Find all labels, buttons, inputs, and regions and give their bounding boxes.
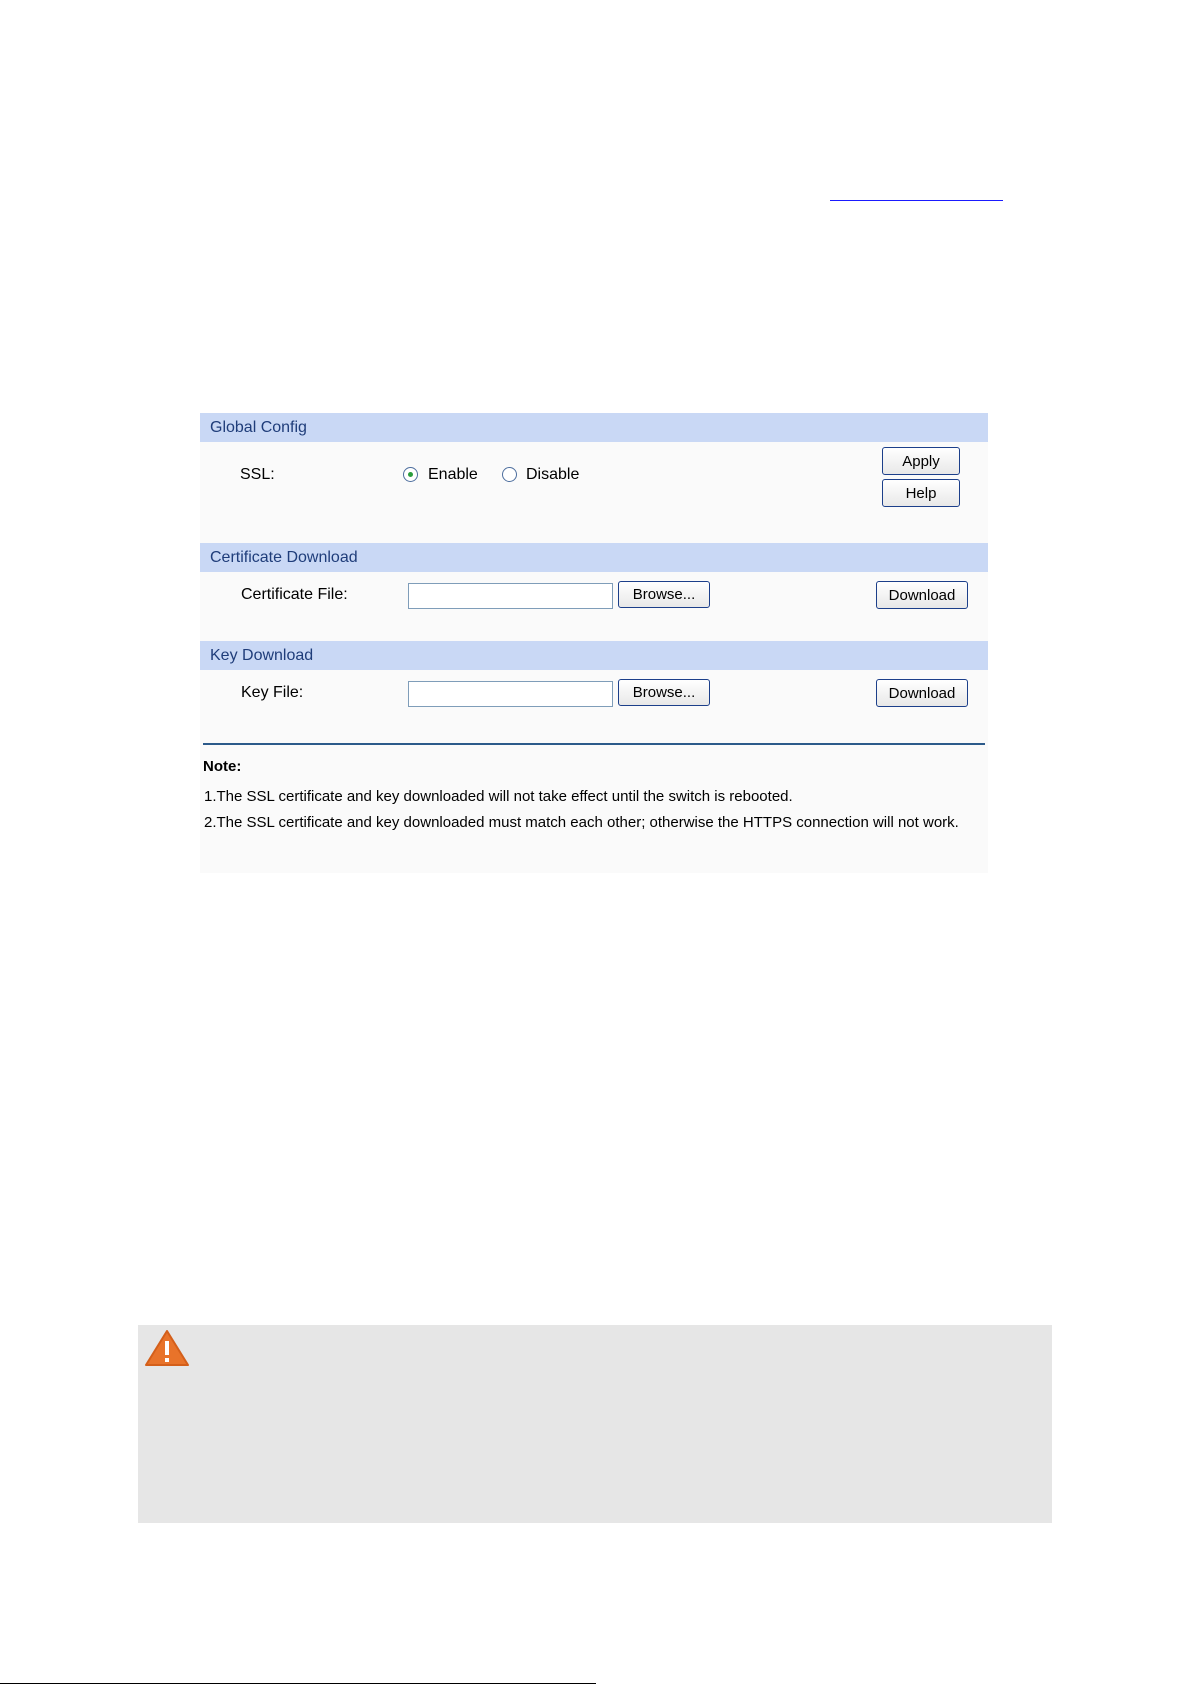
note-divider (203, 743, 985, 745)
ssl-disable-label: Disable (526, 466, 580, 483)
certificate-browse-button[interactable]: Browse... (618, 581, 710, 608)
global-config-header: Global Config (200, 413, 988, 442)
note-title: Note: (203, 758, 242, 775)
ssl-label: SSL: (240, 466, 275, 483)
certificate-file-label: Certificate File: (241, 586, 348, 603)
note-line-2: 2.The SSL certificate and key downloaded must match each other; otherwise the HTTPS connection will not work. (204, 814, 959, 831)
help-button[interactable]: Help (882, 479, 960, 507)
warning-triangle-icon (144, 1329, 190, 1367)
ssl-enable-label: Enable (428, 466, 478, 483)
warning-box (138, 1325, 1052, 1523)
hyperlink-underline[interactable] (830, 200, 1003, 201)
ssl-disable-radio[interactable] (502, 467, 517, 482)
apply-button[interactable]: Apply (882, 447, 960, 475)
key-download-button[interactable]: Download (876, 679, 968, 707)
certificate-download-button[interactable]: Download (876, 581, 968, 609)
key-file-input[interactable] (408, 681, 613, 707)
certificate-file-input[interactable] (408, 583, 613, 609)
key-file-label: Key File: (241, 684, 304, 701)
key-browse-button[interactable]: Browse... (618, 679, 710, 706)
ssl-enable-radio[interactable] (403, 467, 418, 482)
key-download-header: Key Download (200, 641, 988, 670)
certificate-download-header: Certificate Download (200, 543, 988, 572)
footnote-rule (0, 1683, 596, 1684)
note-line-1: 1.The SSL certificate and key downloaded will not take effect until the switch is rebooted. (204, 788, 793, 805)
